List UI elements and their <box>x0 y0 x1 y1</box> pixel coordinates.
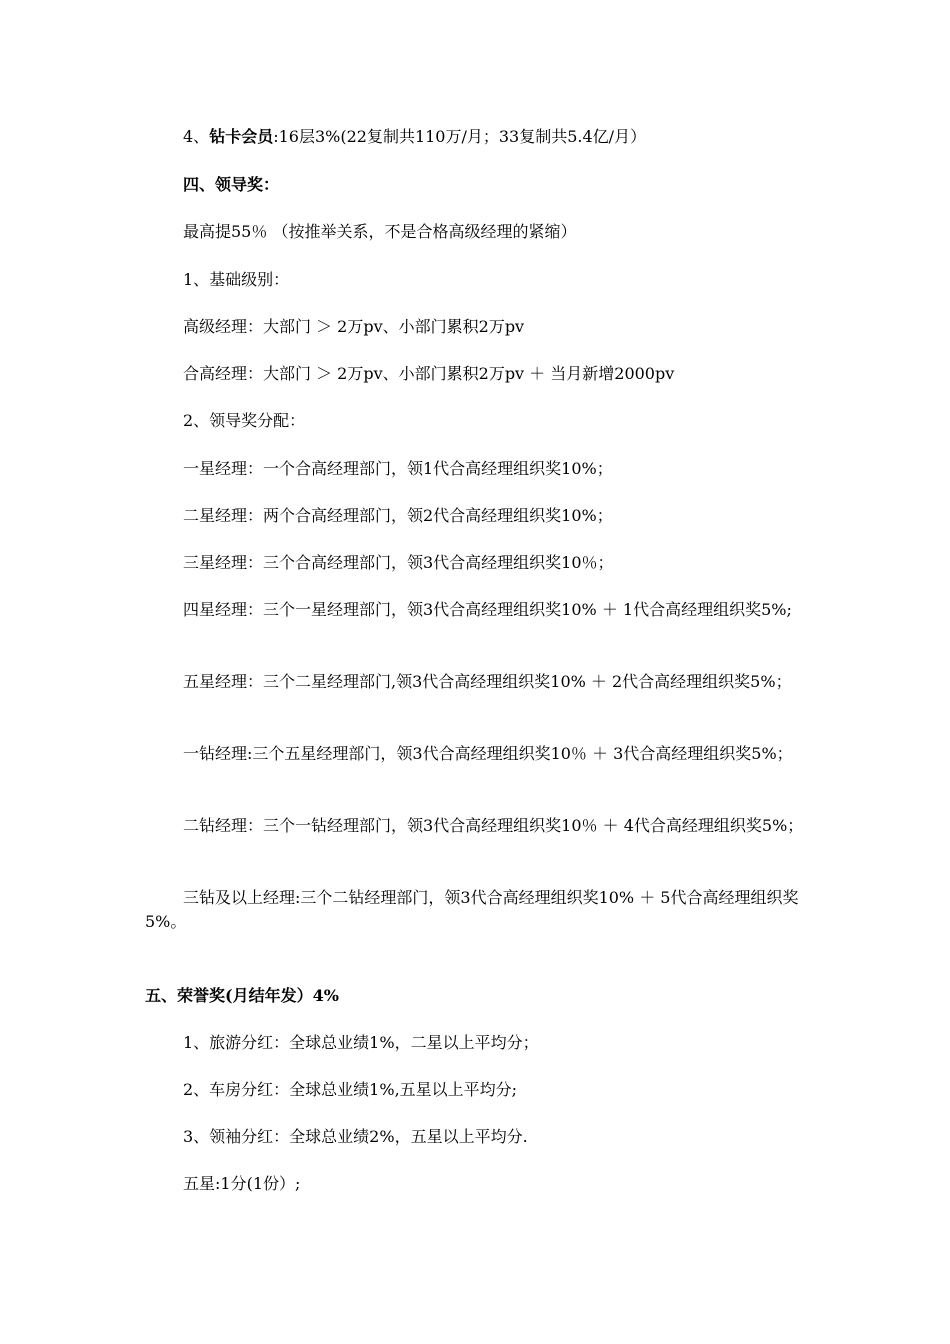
diamond-card-member-label: 钻卡会员 <box>209 127 274 146</box>
leader-dividend-line: 3、领袖分红：全球总业绩2%，五星以上平均分. <box>183 1127 528 1146</box>
basic-level-heading: 1、基础级别： <box>183 270 290 289</box>
list-number: 4、 <box>183 127 210 146</box>
travel-dividend-line: 1、旅游分红：全球总业绩1%，二星以上平均分； <box>183 1033 539 1052</box>
qualified-senior-manager-line: 合高经理：大部门 ＞ 2万pv、小部门累积2万pv ＋ 当月新增2000pv <box>183 364 675 383</box>
two-diamond-manager-paragraph: 二钻经理：三个一钻经理部门，领3代合高经理组织奖10％ ＋ 4代合高经理组织奖5%； <box>183 816 804 835</box>
senior-manager-line: 高级经理：大部门 ＞ 2万pv、小部门累积2万pv <box>183 317 525 336</box>
diamond-card-member-detail: :16层3%(22复制共110万/月；33复制共5.4亿/月） <box>273 127 647 146</box>
five-star-manager-paragraph: 五星经理：三个二星经理部门,领3代合高经理组织奖10% ＋ 2代合高经理组织奖5%； <box>183 672 792 691</box>
section-heading-leadership-award: 四、领导奖： <box>183 175 280 194</box>
five-star-share-line: 五星:1分(1份）; <box>183 1174 301 1193</box>
four-star-manager-paragraph: 四星经理：三个一星经理部门，领3代合高经理组织奖10% ＋ 1代合高经理组织奖5%; <box>183 600 792 619</box>
car-house-dividend-line: 2、车房分红：全球总业绩1%,五星以上平均分; <box>183 1080 518 1099</box>
one-star-manager-line: 一星经理：一个合高经理部门，领1代合高经理组织奖10%； <box>183 459 613 478</box>
two-star-manager-line: 二星经理：两个合高经理部门，领2代合高经理组织奖10%； <box>183 506 613 525</box>
max-commission-line: 最高提55％ （按推举关系，不是合格高级经理的紧缩） <box>183 222 577 241</box>
three-star-manager-line: 三星经理：三个合高经理部门，领3代合高经理组织奖10％； <box>183 553 614 572</box>
leadership-distribution-heading: 2、领导奖分配： <box>183 411 306 430</box>
diamond-card-member-line <box>183 125 646 149</box>
one-diamond-manager-paragraph: 一钻经理:三个五星经理部门，领3代合高经理组织奖10％ ＋ 3代合高经理组织奖5%； <box>183 744 793 763</box>
section-heading-honor-award: 五、荣誉奖(月结年发）4% <box>145 986 339 1005</box>
three-diamond-manager-paragraph: 三钻及以上经理:三个二钻经理部门，领3代合高经理组织奖10% ＋ 5代合高经理组织奖5%。 <box>145 888 799 931</box>
